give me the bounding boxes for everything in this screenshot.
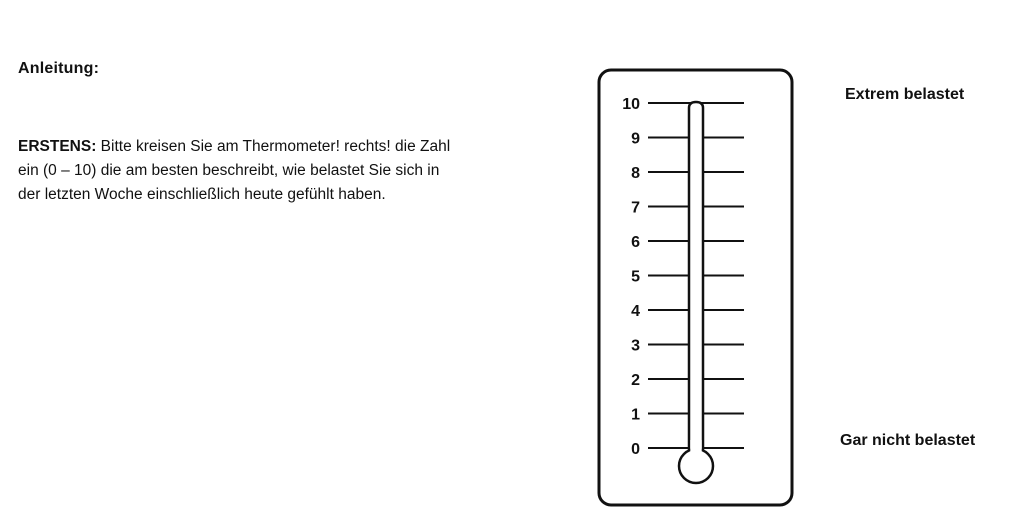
scale-label-8[interactable]: 8 xyxy=(631,165,640,182)
scale-label-7[interactable]: 7 xyxy=(631,199,640,217)
scale-label-2[interactable]: 2 xyxy=(631,372,640,389)
scale-label-10[interactable]: 10 xyxy=(622,96,640,113)
instructions-text: Bitte kreisen Sie am Thermometer! rechts! die Zahl ein (0 – 10) die am besten beschreibt, wie belastet Sie sich in der letzten Woche einschließlich heute gefühlt haben. xyxy=(18,138,451,203)
thermometer-neck xyxy=(690,440,701,456)
scale-label-1[interactable]: 1 xyxy=(631,406,640,424)
scale-label-6[interactable]: 6 xyxy=(631,234,640,251)
scale-label-5[interactable]: 5 xyxy=(631,268,640,286)
thermometer-graphic xyxy=(596,68,796,508)
scale-label-4[interactable]: 4 xyxy=(631,303,640,320)
distress-thermometer xyxy=(596,68,796,508)
instructions-paragraph xyxy=(18,135,458,207)
scale-label-3[interactable]: 3 xyxy=(631,337,640,355)
scale-label-0[interactable]: 0 xyxy=(631,441,640,458)
label-no-distress: Gar nicht belastet xyxy=(840,432,976,449)
thermometer-tube xyxy=(689,102,703,453)
instructions-heading: Anleitung: xyxy=(18,60,100,77)
label-extreme-distress: Extrem belastet xyxy=(845,86,965,103)
instructions-lead: ERSTENS: xyxy=(18,138,97,155)
scale-label-9[interactable]: 9 xyxy=(631,130,640,148)
